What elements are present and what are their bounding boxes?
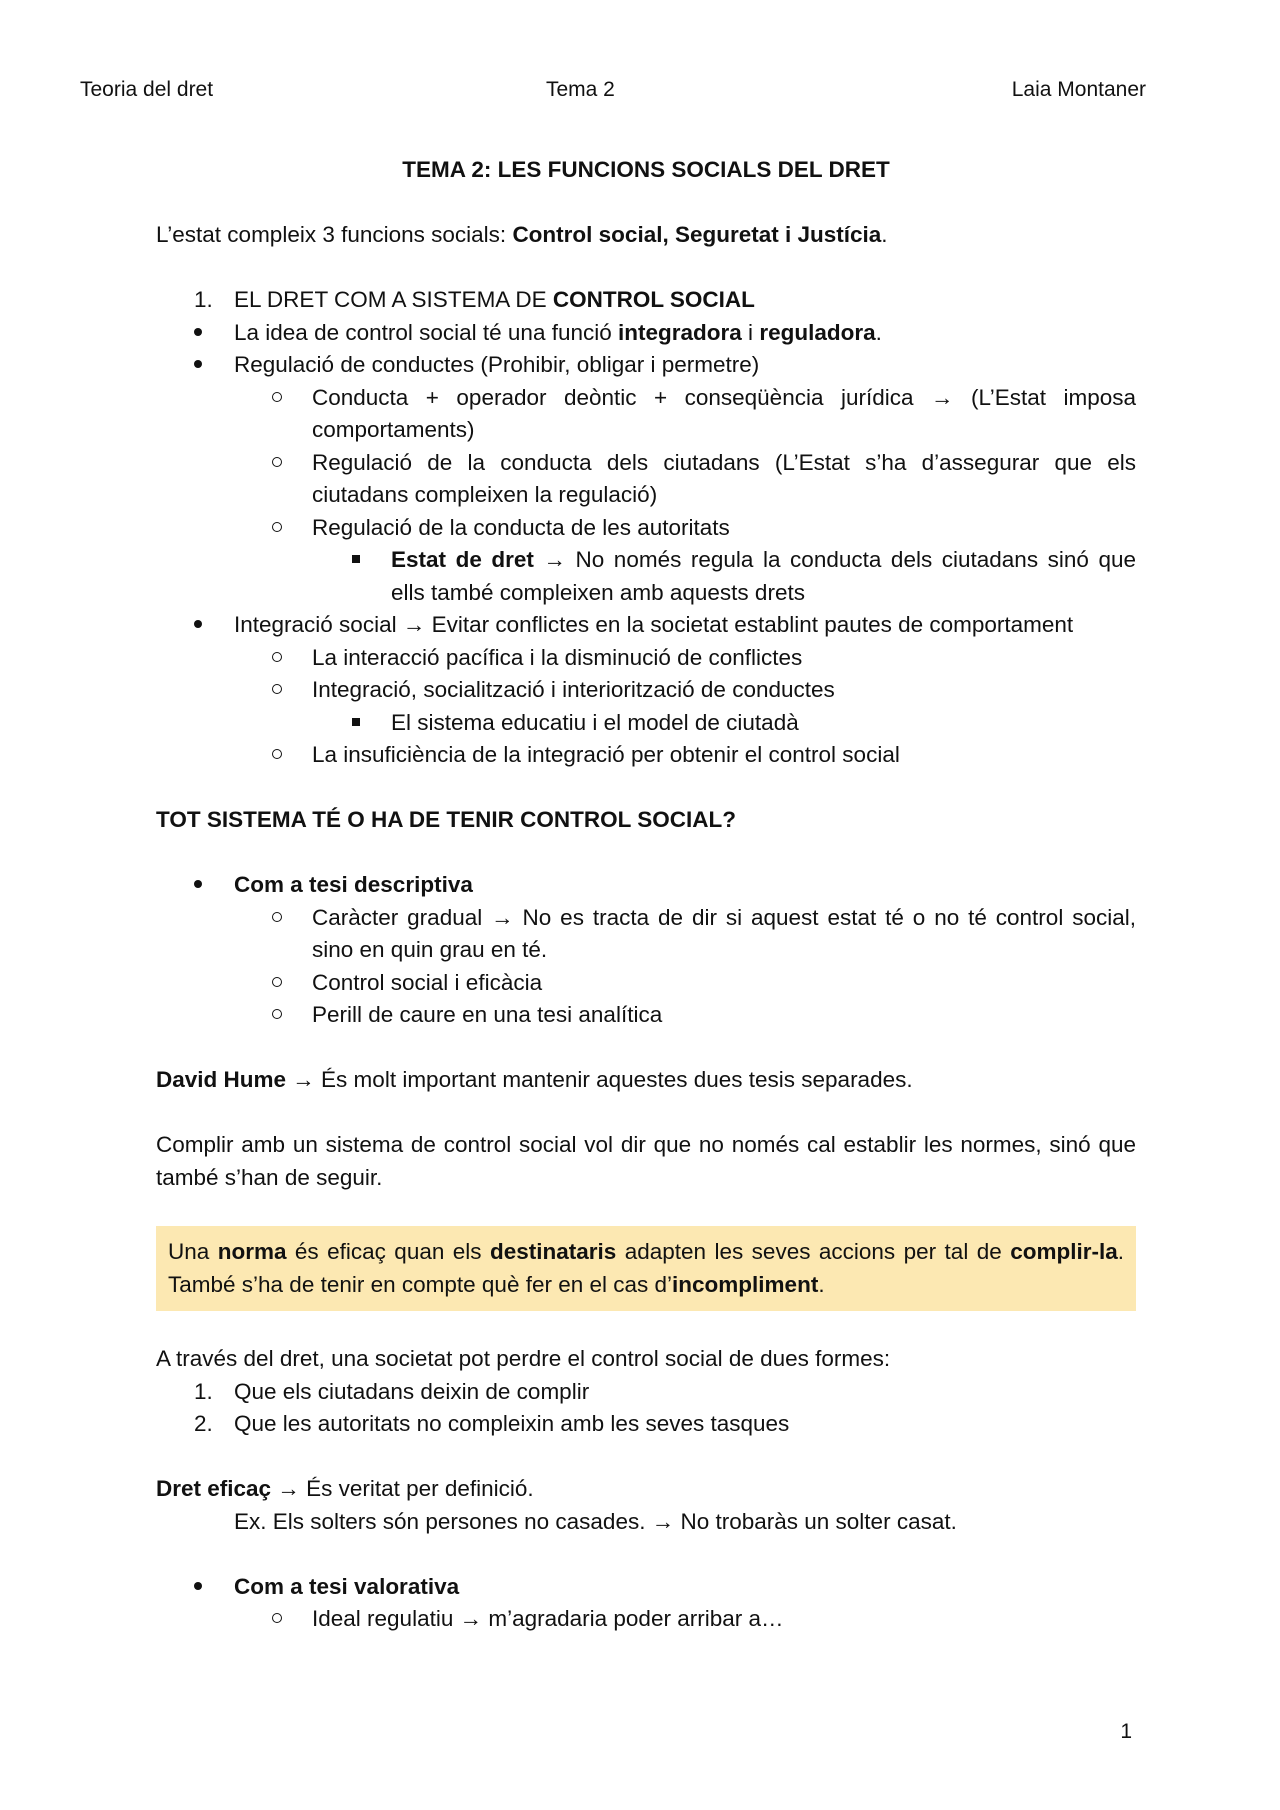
subitem-text: La insuficiència de la integració per obtenir el control social (312, 742, 900, 767)
list-subitem (156, 642, 1136, 675)
list-item (156, 349, 1136, 382)
subitem-text: Ideal regulatiu → m’agradaria poder arribar a… (312, 1606, 784, 1631)
subitem-text: Regulació de la conducta dels ciutadans (L’Estat s’ha d’assegurar que els ciutadans compleixen la regulació) (312, 449, 1136, 507)
item-number: 1. (194, 1378, 213, 1404)
list-item (156, 317, 1136, 350)
list-subitem (156, 902, 1136, 967)
subsubitem-text: El sistema educatiu i el model de ciutadà (391, 709, 799, 735)
subitem-text: Perill de caure en una tesi analítica (312, 1002, 663, 1027)
header-topic: Tema 2 (546, 78, 615, 101)
intro-text: L’estat compleix 3 funcions socials: (156, 222, 513, 247)
circle-bullet-icon (272, 457, 282, 467)
numbered-item (156, 1408, 1136, 1441)
circle-bullet-icon (272, 749, 282, 759)
item-text: Integració social → Evitar conflictes en la societat establint pautes de comportament (234, 612, 1074, 637)
atraves-paragraph: A través del dret, una societat pot perdre el control social de dues formes: (156, 1346, 891, 1371)
question-heading (156, 804, 1136, 837)
item-bold: Com a tesi valorativa (234, 1573, 460, 1599)
page-number: 1 (1120, 1720, 1132, 1743)
circle-bullet-icon (272, 522, 282, 532)
item-bold: integradora (618, 319, 742, 345)
item-text: Que les autoritats no compleixin amb les seves tasques (234, 1411, 790, 1436)
item-bold: Com a tesi descriptiva (234, 872, 473, 897)
square-bullet-icon (352, 718, 360, 726)
bullet-icon (194, 620, 202, 628)
list-item (156, 609, 1136, 642)
subitem-text: La interacció pacífica i la disminució de conflictes (312, 644, 803, 670)
highlight-text: . També s’ha de tenir en compte què fer en el cas d’ (168, 1239, 1124, 1297)
dret-eficac-text: → És veritat per definició. (271, 1476, 534, 1501)
item-text: Regulació de conductes (Prohibir, obligar i permetre) (234, 352, 760, 377)
circle-bullet-icon (272, 684, 282, 694)
circle-bullet-icon (272, 1009, 282, 1019)
list-subsubitem (156, 707, 1136, 740)
highlight-text: . (818, 1271, 825, 1297)
page-header (0, 78, 1280, 108)
circle-bullet-icon (272, 652, 282, 662)
section-number: 1. (194, 287, 213, 312)
section-bold: CONTROL SOCIAL (552, 287, 755, 312)
subitem-text: Caràcter gradual → No es tracta de dir si aquest estat té o no té control social, sino en quin grau en té. (312, 904, 1136, 962)
highlight-bold: complir-la (1010, 1239, 1118, 1264)
highlight-box (156, 1226, 1136, 1311)
highlight-bold: destinataris (489, 1239, 617, 1264)
intro-bold: Control social, Seguretat i Justícia (512, 222, 882, 247)
bullet-icon (194, 360, 202, 368)
list-subitem (156, 1603, 1136, 1636)
circle-bullet-icon (272, 1613, 282, 1623)
intro-end: . (881, 222, 888, 247)
highlight-text: adapten les seves accions per tal de (616, 1239, 1011, 1264)
subitem-text: Integració, socialització i interiorització de conductes (312, 677, 835, 702)
list-subitem (156, 447, 1136, 512)
highlight-text: Una (168, 1239, 218, 1264)
item-number: 2. (194, 1411, 213, 1436)
item-bold: reguladora (759, 319, 876, 345)
list-subitem (156, 967, 1136, 1000)
hume-text: → És molt important mantenir aquestes dues tesis separades. (286, 1067, 913, 1092)
hume-bold: David Hume (156, 1067, 287, 1092)
list-subitem (156, 382, 1136, 447)
document-title: TEMA 2: LES FUNCIONS SOCIALS DEL DRET (402, 157, 890, 182)
square-bullet-icon (352, 555, 360, 563)
list-subitem (156, 512, 1136, 545)
complir-paragraph: Complir amb un sistema de control social vol dir que no només cal establir les normes, sinó que també s’han de seguir. (156, 1132, 1136, 1190)
item-text: i (741, 319, 760, 345)
item-text: La idea de control social té una funció (234, 319, 619, 345)
intro-paragraph (156, 219, 1136, 252)
highlight-bold: norma (217, 1239, 287, 1264)
bullet-icon (194, 880, 202, 888)
header-author: Laia Montaner (1011, 78, 1146, 101)
list-subitem (156, 999, 1136, 1032)
document-body (156, 154, 1136, 1636)
list-subitem (156, 739, 1136, 772)
list-subitem (156, 674, 1136, 707)
header-course: Teoria del dret (80, 78, 214, 101)
example-paragraph: Ex. Els solters són persones no casades. → No trobaràs un solter casat. (234, 1508, 957, 1534)
subitem-text: Regulació de la conducta de les autoritats (312, 514, 730, 540)
item-text: . (875, 319, 882, 345)
dret-eficac-paragraph (156, 1473, 1136, 1506)
subsubitem-text: → No només regula la conducta dels ciutadans sinó que ells també compleixen amb aquests drets (391, 547, 1136, 605)
highlight-text: és eficaç quan els (286, 1239, 490, 1264)
item-text: Que els ciutadans deixin de complir (234, 1378, 590, 1404)
subitem-text: Control social i eficàcia (312, 969, 543, 995)
list-item (156, 1571, 1136, 1604)
bullet-icon (194, 328, 202, 336)
circle-bullet-icon (272, 912, 282, 922)
bullet-icon (194, 1582, 202, 1590)
hume-paragraph (156, 1064, 1136, 1097)
subsubitem-bold: Estat de dret (391, 547, 534, 572)
circle-bullet-icon (272, 392, 282, 402)
question-text: TOT SISTEMA TÉ O HA DE TENIR CONTROL SOCIAL? (156, 807, 737, 832)
numbered-item (156, 1376, 1136, 1409)
section-heading (156, 284, 1136, 317)
circle-bullet-icon (272, 977, 282, 987)
section-text: EL DRET COM A SISTEMA DE (234, 287, 553, 312)
list-item (156, 869, 1136, 902)
dret-eficac-bold: Dret eficaç (156, 1476, 272, 1501)
highlight-bold: incompliment (672, 1271, 819, 1297)
subitem-text: Conducta + operador deòntic + conseqüència jurídica → (L’Estat imposa comportaments) (312, 384, 1136, 442)
list-subsubitem (156, 544, 1136, 609)
